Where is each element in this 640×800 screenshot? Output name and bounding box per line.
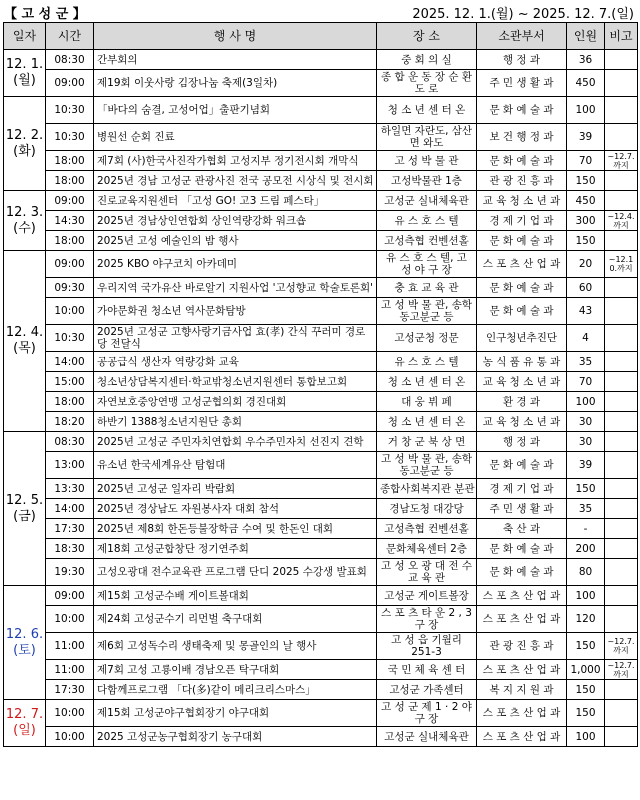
col-header-time: 시간 xyxy=(46,23,94,50)
event-name: 병원선 순회 진료 xyxy=(94,124,377,151)
event-dept: 스 포 츠 산 업 과 xyxy=(477,251,567,278)
table-row xyxy=(4,70,638,97)
table-row xyxy=(4,392,638,412)
event-place: 고 성 읍 기월리 251-3 xyxy=(377,633,477,660)
event-name: 가야문화권 청소년 역사문화탐방 xyxy=(94,298,377,325)
event-count: 150 xyxy=(567,700,605,727)
event-dept: 교 육 청 소 년 과 xyxy=(477,372,567,392)
event-name: 2025년 고성 예술인의 밤 행사 xyxy=(94,231,377,251)
event-note: ~12.1 0.까지 xyxy=(605,251,638,278)
event-note xyxy=(605,97,638,124)
event-name: 제15회 고성군수배 게이트볼대회 xyxy=(94,586,377,606)
event-count: 36 xyxy=(567,50,605,70)
event-count: 35 xyxy=(567,499,605,519)
event-count: 1,000 xyxy=(567,660,605,680)
table-row xyxy=(4,727,638,747)
event-time: 10:00 xyxy=(46,606,94,633)
event-dept: 문 화 예 술 과 xyxy=(477,559,567,586)
day-weekday: (화) xyxy=(13,143,36,159)
event-dept: 스 포 츠 산 업 과 xyxy=(477,606,567,633)
table-row xyxy=(4,352,638,372)
event-name: 2025 고성군농구협회장기 농구대회 xyxy=(94,727,377,747)
event-note xyxy=(605,191,638,211)
event-note xyxy=(605,325,638,352)
event-dept: 교 육 청 소 년 과 xyxy=(477,412,567,432)
event-time: 09:00 xyxy=(46,586,94,606)
event-place: 국 민 체 육 센 터 xyxy=(377,660,477,680)
event-count: 200 xyxy=(567,539,605,559)
event-note xyxy=(605,432,638,452)
event-note xyxy=(605,680,638,700)
table-row xyxy=(4,660,638,680)
event-count: 70 xyxy=(567,372,605,392)
event-time: 09:30 xyxy=(46,278,94,298)
event-time: 18:20 xyxy=(46,412,94,432)
event-count: 100 xyxy=(567,586,605,606)
event-place: 고성박물관 1층 xyxy=(377,171,477,191)
day-date-cell xyxy=(4,586,46,700)
event-count: 60 xyxy=(567,278,605,298)
event-dept: 문 화 예 술 과 xyxy=(477,539,567,559)
event-count: 150 xyxy=(567,680,605,700)
event-place: 경남도청 대강당 xyxy=(377,499,477,519)
event-time: 10:00 xyxy=(46,700,94,727)
event-time: 19:30 xyxy=(46,559,94,586)
day-date: 12. 5. xyxy=(5,492,44,508)
event-note xyxy=(605,392,638,412)
table-row xyxy=(4,539,638,559)
weekly-schedule-table xyxy=(3,22,638,747)
event-dept: 경 제 기 업 과 xyxy=(477,211,567,231)
event-note xyxy=(605,539,638,559)
event-place: 청 소 년 센 터 온 xyxy=(377,372,477,392)
event-name: 제19회 이웃사랑 김장나눔 축제(3일차) xyxy=(94,70,377,97)
day-date: 12. 7. xyxy=(5,707,44,722)
event-time: 08:30 xyxy=(46,50,94,70)
table-row xyxy=(4,124,638,151)
event-note: ~12.7. 까지 xyxy=(605,633,638,660)
day-date: 12. 4. xyxy=(5,325,44,340)
event-note xyxy=(605,727,638,747)
event-dept: 스 포 츠 산 업 과 xyxy=(477,700,567,727)
event-dept: 교 육 청 소 년 과 xyxy=(477,191,567,211)
col-header-dept: 소관부서 xyxy=(477,23,567,50)
event-place: 고 성 박 물 관, 송학동고분군 등 xyxy=(377,452,477,479)
col-header-place: 장 소 xyxy=(377,23,477,50)
event-count: 100 xyxy=(567,97,605,124)
event-note xyxy=(605,50,638,70)
day-date-cell xyxy=(4,97,46,191)
event-place: 고 성 박 물 관, 송학동고분군 등 xyxy=(377,298,477,325)
event-place: 청 소 년 센 터 온 xyxy=(377,97,477,124)
event-time: 18:00 xyxy=(46,151,94,171)
event-count: 120 xyxy=(567,606,605,633)
table-row xyxy=(4,700,638,727)
event-time: 18:00 xyxy=(46,231,94,251)
day-date: 12. 6. xyxy=(5,626,44,642)
table-row xyxy=(4,499,638,519)
event-place: 충 효 교 육 관 xyxy=(377,278,477,298)
table-row xyxy=(4,171,638,191)
event-name: 진로교육지원센터 「고성 GO! 고3 드림 페스타」 xyxy=(94,191,377,211)
event-count: 150 xyxy=(567,171,605,191)
event-place: 고성군 실내체육관 xyxy=(377,727,477,747)
table-row xyxy=(4,559,638,586)
event-time: 11:00 xyxy=(46,660,94,680)
event-note: ~12.4. 까지 xyxy=(605,211,638,231)
event-time: 10:30 xyxy=(46,97,94,124)
table-row xyxy=(4,231,638,251)
event-place: 고성군 가족센터 xyxy=(377,680,477,700)
event-count: 100 xyxy=(567,392,605,412)
event-note xyxy=(605,171,638,191)
event-place: 고성군청 정문 xyxy=(377,325,477,352)
table-row xyxy=(4,97,638,124)
event-dept: 행 정 과 xyxy=(477,432,567,452)
event-place: 청 소 년 센 터 온 xyxy=(377,412,477,432)
event-time: 14:30 xyxy=(46,211,94,231)
event-note xyxy=(605,372,638,392)
table-row xyxy=(4,633,638,660)
event-place: 거 창 군 북 상 면 xyxy=(377,432,477,452)
event-time: 17:30 xyxy=(46,680,94,700)
table-row xyxy=(4,50,638,70)
table-row xyxy=(4,211,638,231)
event-place: 문화체육센터 2층 xyxy=(377,539,477,559)
event-note xyxy=(605,479,638,499)
event-name: 청소년상담복지센터·학교밖청소년지원센터 통합보고회 xyxy=(94,372,377,392)
event-note xyxy=(605,124,638,151)
event-note xyxy=(605,519,638,539)
event-time: 08:30 xyxy=(46,432,94,452)
event-dept: 관 광 진 흥 과 xyxy=(477,171,567,191)
event-place: 고 성 오 광 대 전 수 교 육 관 xyxy=(377,559,477,586)
event-time: 09:00 xyxy=(46,70,94,97)
table-row xyxy=(4,479,638,499)
table-row xyxy=(4,519,638,539)
day-weekday: (수) xyxy=(13,220,36,236)
event-place: 하일면 자란도, 삼산면 와도 xyxy=(377,124,477,151)
event-count: 39 xyxy=(567,124,605,151)
event-time: 09:00 xyxy=(46,191,94,211)
event-name: 제6회 고성독수리 생태축제 및 몽골인의 날 행사 xyxy=(94,633,377,660)
event-note xyxy=(605,70,638,97)
day-date-cell xyxy=(4,700,46,747)
event-name: 제18회 고성군합창단 정기연주회 xyxy=(94,539,377,559)
event-count: 39 xyxy=(567,452,605,479)
event-note xyxy=(605,352,638,372)
day-date: 12. 1. xyxy=(5,57,44,72)
event-count: 70 xyxy=(567,151,605,171)
event-count: 43 xyxy=(567,298,605,325)
event-dept: 문 화 예 술 과 xyxy=(477,231,567,251)
event-note xyxy=(605,586,638,606)
event-count: 4 xyxy=(567,325,605,352)
event-place: 중 회 의 실 xyxy=(377,50,477,70)
event-note: ~12.7. 까지 xyxy=(605,151,638,171)
event-dept: 문 화 예 술 과 xyxy=(477,97,567,124)
event-place: 고성측협 컨벤션홀 xyxy=(377,231,477,251)
event-dept: 스 포 츠 산 업 과 xyxy=(477,727,567,747)
event-name: 제15회 고성군야구협회장기 야구대회 xyxy=(94,700,377,727)
event-time: 18:30 xyxy=(46,539,94,559)
event-count: - xyxy=(567,519,605,539)
event-note: ~12.7. 까지 xyxy=(605,660,638,680)
event-note xyxy=(605,231,638,251)
event-dept: 인구청년추진단 xyxy=(477,325,567,352)
table-row xyxy=(4,372,638,392)
event-count: 30 xyxy=(567,412,605,432)
table-row xyxy=(4,680,638,700)
table-row xyxy=(4,586,638,606)
event-time: 09:00 xyxy=(46,251,94,278)
schedule-body xyxy=(4,50,638,747)
event-name: 제24회 고성군수기 리먼벌 축구대회 xyxy=(94,606,377,633)
event-dept: 문 화 예 술 과 xyxy=(477,278,567,298)
event-name: 「바다의 숨결, 고성어업」출판기념회 xyxy=(94,97,377,124)
event-place: 유 스 호 스 텔 xyxy=(377,352,477,372)
event-note xyxy=(605,559,638,586)
event-time: 17:30 xyxy=(46,519,94,539)
event-note xyxy=(605,412,638,432)
schedule-header xyxy=(0,0,640,22)
event-name: 2025년 고성군 일자리 박람회 xyxy=(94,479,377,499)
event-dept: 스 포 츠 산 업 과 xyxy=(477,660,567,680)
event-name: 제7회 고성 고룡이배 경남오픈 탁구대회 xyxy=(94,660,377,680)
event-name: 2025년 경남상인연합회 상인역량강화 워크숍 xyxy=(94,211,377,231)
table-row xyxy=(4,278,638,298)
event-name: 2025년 고성군 주민자치연합회 우수주민자치 선진지 견학 xyxy=(94,432,377,452)
day-weekday: (목) xyxy=(13,341,36,356)
table-row xyxy=(4,606,638,633)
event-count: 150 xyxy=(567,633,605,660)
event-dept: 주 민 생 활 과 xyxy=(477,499,567,519)
event-time: 11:00 xyxy=(46,633,94,660)
event-count: 150 xyxy=(567,479,605,499)
event-name: 우리지역 국가유산 바로알기 지원사업 '고성향교 학술토론회' xyxy=(94,278,377,298)
col-header-event: 행 사 명 xyxy=(94,23,377,50)
date-range: 2025. 12. 1.(월) ~ 2025. 12. 7.(일) xyxy=(412,7,634,22)
event-count: 30 xyxy=(567,432,605,452)
event-name: 공공급식 생산자 역량강화 교육 xyxy=(94,352,377,372)
event-dept: 환 경 과 xyxy=(477,392,567,412)
event-place: 종합사회복지관 분관 xyxy=(377,479,477,499)
day-weekday: (토) xyxy=(13,642,36,658)
table-row xyxy=(4,191,638,211)
event-count: 100 xyxy=(567,727,605,747)
day-date-cell xyxy=(4,50,46,97)
day-weekday: (일) xyxy=(13,723,36,738)
event-dept: 관 광 진 흥 과 xyxy=(477,633,567,660)
event-place: 고 성 군 제 1 · 2 야 구 장 xyxy=(377,700,477,727)
event-place: 고성군 실내체육관 xyxy=(377,191,477,211)
event-count: 80 xyxy=(567,559,605,586)
event-place: 스 포 츠 타 운 2 , 3 구 장 xyxy=(377,606,477,633)
event-note xyxy=(605,298,638,325)
table-row xyxy=(4,151,638,171)
event-place: 대 웅 뷔 페 xyxy=(377,392,477,412)
event-dept: 문 화 예 술 과 xyxy=(477,151,567,171)
event-name: 2025년 경상남도 자원봉사자 대회 참석 xyxy=(94,499,377,519)
day-date: 12. 2. xyxy=(5,127,44,143)
event-time: 18:00 xyxy=(46,171,94,191)
event-time: 13:30 xyxy=(46,479,94,499)
table-row xyxy=(4,452,638,479)
event-place: 유 스 호 스 텔 xyxy=(377,211,477,231)
event-dept: 보 건 행 정 과 xyxy=(477,124,567,151)
col-header-count: 인원 xyxy=(567,23,605,50)
event-count: 35 xyxy=(567,352,605,372)
day-date-cell xyxy=(4,432,46,586)
event-name: 2025년 제8회 한돈등불장학금 수여 및 한돈인 대회 xyxy=(94,519,377,539)
event-time: 10:00 xyxy=(46,727,94,747)
day-date-cell xyxy=(4,251,46,432)
event-count: 20 xyxy=(567,251,605,278)
event-place: 고성측협 컨벤션홀 xyxy=(377,519,477,539)
event-name: 하반기 1388청소년지원단 총회 xyxy=(94,412,377,432)
event-note xyxy=(605,606,638,633)
event-dept: 행 정 과 xyxy=(477,50,567,70)
day-date-cell xyxy=(4,191,46,251)
event-dept: 스 포 츠 산 업 과 xyxy=(477,586,567,606)
event-dept: 경 제 기 업 과 xyxy=(477,479,567,499)
event-time: 10:30 xyxy=(46,124,94,151)
event-time: 10:00 xyxy=(46,298,94,325)
event-name: 다함께프로그램 「다(多)같이 메리크리스마스」 xyxy=(94,680,377,700)
event-dept: 주 민 생 활 과 xyxy=(477,70,567,97)
table-row xyxy=(4,412,638,432)
table-row xyxy=(4,325,638,352)
event-dept: 축 산 과 xyxy=(477,519,567,539)
event-time: 10:30 xyxy=(46,325,94,352)
event-time: 14:00 xyxy=(46,352,94,372)
event-count: 300 xyxy=(567,211,605,231)
event-dept: 문 화 예 술 과 xyxy=(477,452,567,479)
event-name: 2025년 경남 고성군 관광사진 전국 공모전 시상식 및 전시회 xyxy=(94,171,377,191)
event-time: 13:00 xyxy=(46,452,94,479)
event-note xyxy=(605,499,638,519)
day-weekday: (금) xyxy=(13,508,36,524)
event-name: 자연보호중앙연맹 고성군협의회 경진대회 xyxy=(94,392,377,412)
event-note xyxy=(605,278,638,298)
event-time: 14:00 xyxy=(46,499,94,519)
event-name: 고성오광대 전수교육관 프로그램 단디 2025 수강생 발표회 xyxy=(94,559,377,586)
event-dept: 복 지 지 원 과 xyxy=(477,680,567,700)
table-row xyxy=(4,251,638,278)
event-name: 2025 KBO 야구코치 아카데미 xyxy=(94,251,377,278)
event-name: 간부회의 xyxy=(94,50,377,70)
event-name: 2025년 고성군 고향사랑기금사업 효(孝) 간식 꾸러미 경로당 전달식 xyxy=(94,325,377,352)
event-name: 유소년 한국세계유산 탐험대 xyxy=(94,452,377,479)
event-place: 종 합 운 동 장 순 환 도 로 xyxy=(377,70,477,97)
col-header-note: 비고 xyxy=(605,23,638,50)
event-name: 제7회 (사)한국사진작가협회 고성지부 정기전시회 개막식 xyxy=(94,151,377,171)
event-place: 고성군 게이트볼장 xyxy=(377,586,477,606)
event-note xyxy=(605,700,638,727)
event-dept: 농 식 품 유 통 과 xyxy=(477,352,567,372)
event-place: 유 스 호 스 텔, 고 성 야 구 장 xyxy=(377,251,477,278)
table-row xyxy=(4,432,638,452)
event-note xyxy=(605,452,638,479)
event-time: 18:00 xyxy=(46,392,94,412)
event-count: 450 xyxy=(567,191,605,211)
event-count: 150 xyxy=(567,231,605,251)
day-weekday: (월) xyxy=(13,73,36,88)
event-time: 15:00 xyxy=(46,372,94,392)
col-header-date: 일자 xyxy=(4,23,46,50)
table-row xyxy=(4,298,638,325)
event-dept: 문 화 예 술 과 xyxy=(477,298,567,325)
event-place: 고 성 박 물 관 xyxy=(377,151,477,171)
org-label: 【 고 성 군 】 xyxy=(4,7,86,22)
event-count: 450 xyxy=(567,70,605,97)
table-header-row xyxy=(4,23,638,50)
day-date: 12. 3. xyxy=(5,204,44,220)
